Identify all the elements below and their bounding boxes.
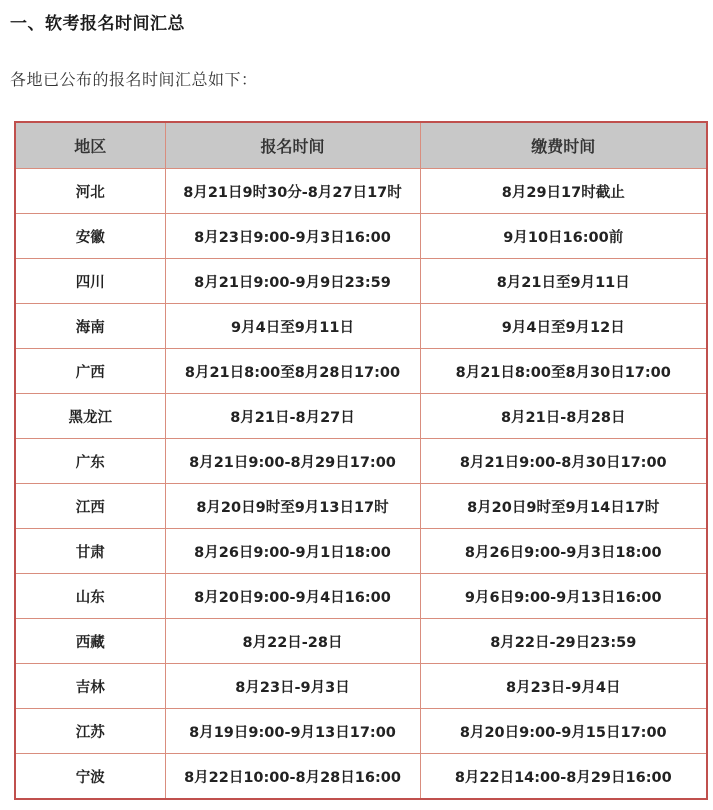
table-row — [15, 169, 707, 214]
registration-time-cell: 8月20日9时至9月13日17时 — [165, 484, 420, 529]
registration-time-cell: 8月22日10:00-8月28日16:00 — [165, 754, 420, 800]
registration-schedule-table — [14, 121, 708, 800]
region-cell: 黑龙江 — [15, 394, 165, 439]
registration-time-cell: 9月4日至9月11日 — [165, 304, 420, 349]
region-cell: 西藏 — [15, 619, 165, 664]
region-cell: 安徽 — [15, 214, 165, 259]
payment-time-cell: 8月22日-29日23:59 — [420, 619, 707, 664]
registration-time-cell: 8月21日9:00-9月9日23:59 — [165, 259, 420, 304]
region-cell: 甘肃 — [15, 529, 165, 574]
payment-time-cell: 8月26日9:00-9月3日18:00 — [420, 529, 707, 574]
region-cell: 宁波 — [15, 754, 165, 800]
registration-time-cell: 8月23日9:00-9月3日16:00 — [165, 214, 420, 259]
section-heading: 一、软考报名时间汇总 — [10, 14, 185, 34]
registration-time-cell: 8月26日9:00-9月1日18:00 — [165, 529, 420, 574]
registration-time-cell: 8月21日-8月27日 — [165, 394, 420, 439]
table-row — [15, 304, 707, 349]
region-cell: 广东 — [15, 439, 165, 484]
header-region: 地区 — [15, 122, 165, 169]
table-row — [15, 259, 707, 304]
payment-time-cell: 9月6日9:00-9月13日16:00 — [420, 574, 707, 619]
region-cell: 山东 — [15, 574, 165, 619]
table-row — [15, 529, 707, 574]
payment-time-cell: 8月21日-8月28日 — [420, 394, 707, 439]
region-cell: 四川 — [15, 259, 165, 304]
table-row — [15, 709, 707, 754]
table-row — [15, 214, 707, 259]
table-row — [15, 664, 707, 709]
registration-time-cell: 8月22日-28日 — [165, 619, 420, 664]
region-cell: 吉林 — [15, 664, 165, 709]
region-cell: 河北 — [15, 169, 165, 214]
header-payment-time: 缴费时间 — [420, 122, 707, 169]
payment-time-cell: 9月4日至9月12日 — [420, 304, 707, 349]
payment-time-cell: 8月23日-9月4日 — [420, 664, 707, 709]
payment-time-cell: 8月20日9时至9月14日17时 — [420, 484, 707, 529]
registration-time-cell: 8月21日9时30分-8月27日17时 — [165, 169, 420, 214]
table-row — [15, 439, 707, 484]
registration-table-container — [14, 121, 706, 800]
table-row — [15, 394, 707, 439]
region-cell: 海南 — [15, 304, 165, 349]
registration-time-cell: 8月21日8:00至8月28日17:00 — [165, 349, 420, 394]
payment-time-cell: 8月20日9:00-9月15日17:00 — [420, 709, 707, 754]
payment-time-cell: 9月10日16:00前 — [420, 214, 707, 259]
registration-time-cell: 8月19日9:00-9月13日17:00 — [165, 709, 420, 754]
registration-time-cell: 8月23日-9月3日 — [165, 664, 420, 709]
payment-time-cell: 8月21日至9月11日 — [420, 259, 707, 304]
table-row — [15, 349, 707, 394]
region-cell: 广西 — [15, 349, 165, 394]
intro-text: 各地已公布的报名时间汇总如下： — [10, 70, 258, 89]
table-row — [15, 619, 707, 664]
table-row — [15, 754, 707, 800]
payment-time-cell: 8月21日8:00至8月30日17:00 — [420, 349, 707, 394]
table-row — [15, 484, 707, 529]
payment-time-cell: 8月22日14:00-8月29日16:00 — [420, 754, 707, 800]
table-header-row — [15, 122, 707, 169]
payment-time-cell: 8月21日9:00-8月30日17:00 — [420, 439, 707, 484]
region-cell: 江西 — [15, 484, 165, 529]
header-registration-time: 报名时间 — [165, 122, 420, 169]
registration-time-cell: 8月20日9:00-9月4日16:00 — [165, 574, 420, 619]
registration-time-cell: 8月21日9:00-8月29日17:00 — [165, 439, 420, 484]
region-cell: 江苏 — [15, 709, 165, 754]
payment-time-cell: 8月29日17时截止 — [420, 169, 707, 214]
table-row — [15, 574, 707, 619]
